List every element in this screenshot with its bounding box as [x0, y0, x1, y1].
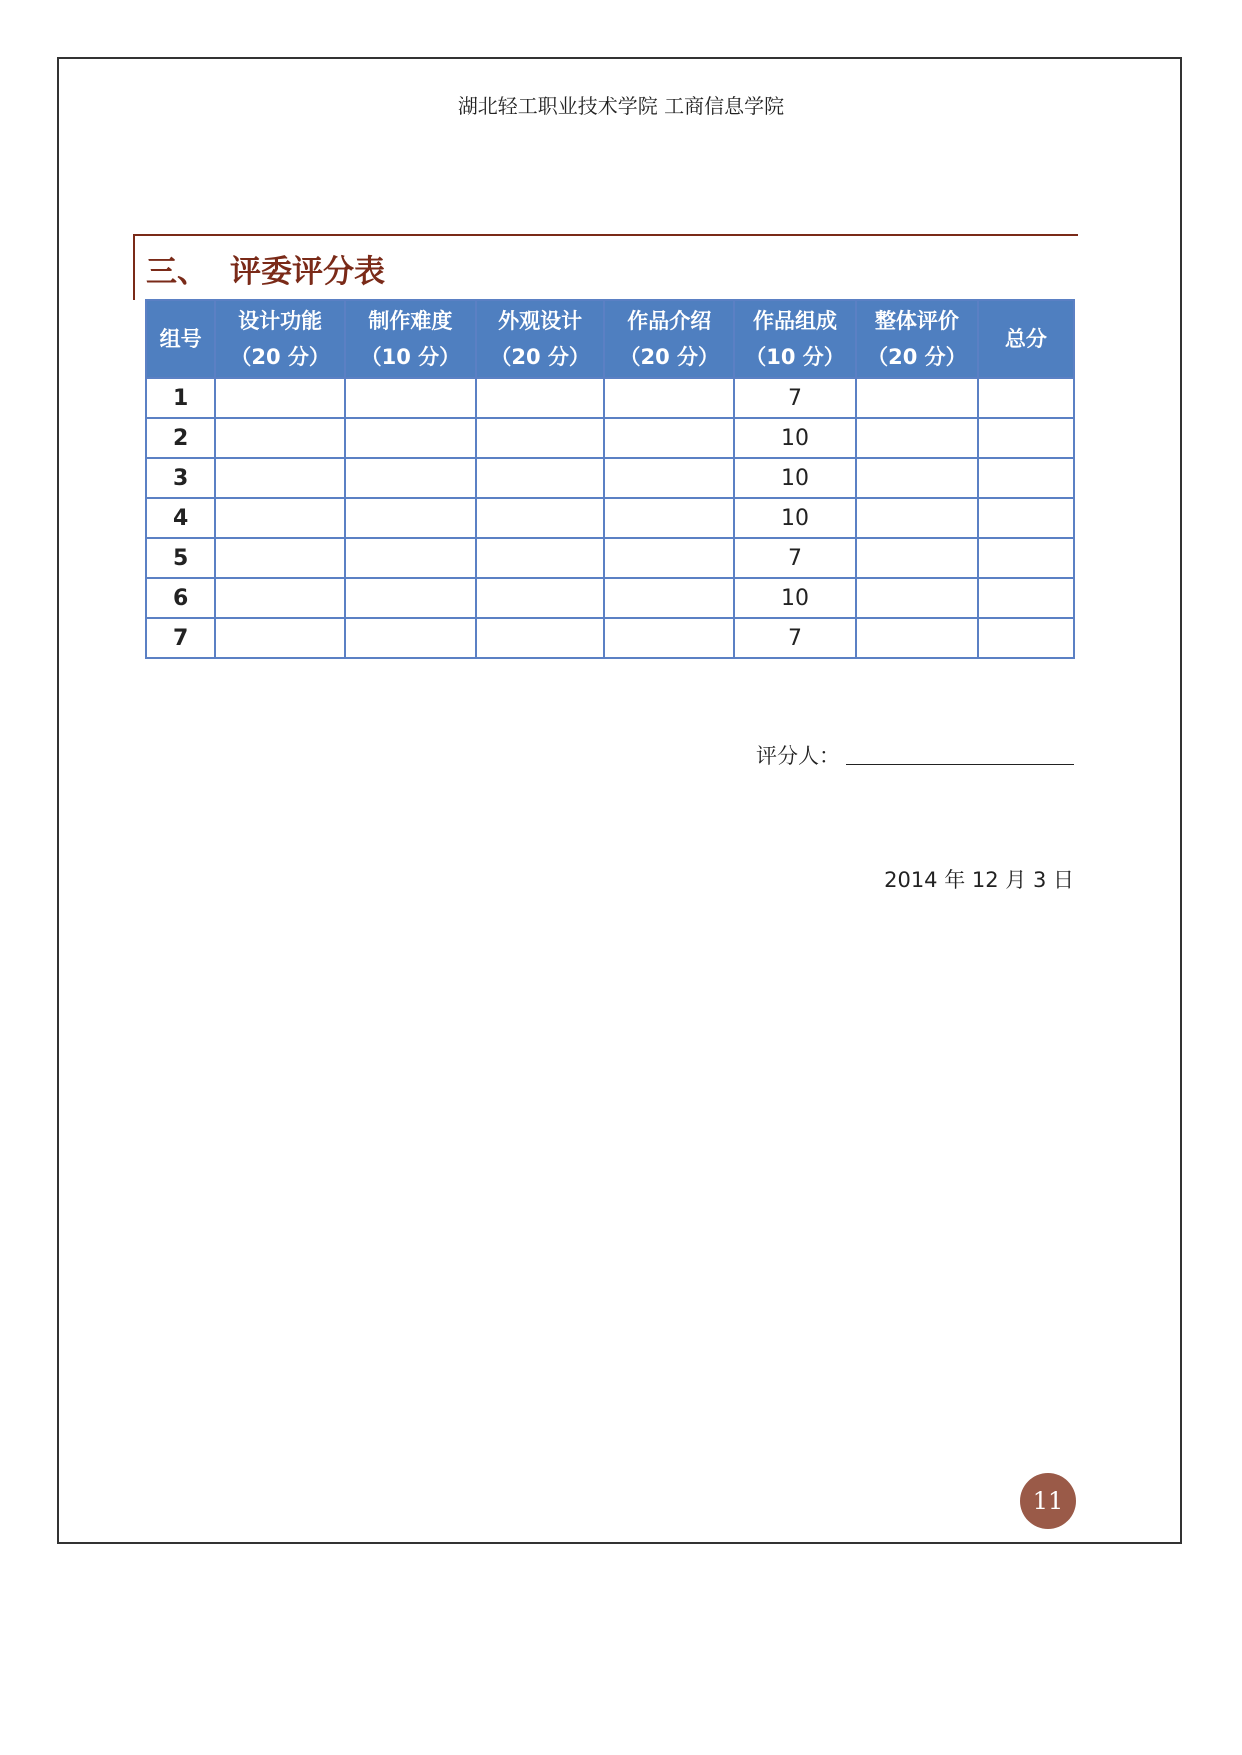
cell-empty [856, 418, 978, 458]
cell-empty [978, 498, 1074, 538]
cell-empty [345, 578, 476, 618]
section-title-text: 评委评分表 [230, 254, 385, 290]
header-total: 总分 [978, 300, 1074, 378]
table-row [146, 618, 1074, 658]
table-header-row [146, 300, 1074, 378]
cell-empty [978, 578, 1074, 618]
cell-empty [978, 418, 1074, 458]
cell-empty [215, 538, 345, 578]
cell-composition: 7 [734, 378, 856, 418]
cell-empty [856, 458, 978, 498]
cell-composition: 10 [734, 458, 856, 498]
score-table [145, 299, 1075, 659]
cell-empty [476, 618, 605, 658]
cell-empty [604, 538, 734, 578]
table-row [146, 538, 1074, 578]
cell-empty [476, 498, 605, 538]
header-composition: 作品组成 （10 分） [734, 300, 856, 378]
cell-group: 3 [146, 458, 215, 498]
cell-group: 7 [146, 618, 215, 658]
cell-empty [978, 378, 1074, 418]
cell-empty [856, 618, 978, 658]
cell-empty [215, 618, 345, 658]
table-row [146, 418, 1074, 458]
cell-empty [978, 458, 1074, 498]
cell-empty [215, 578, 345, 618]
cell-empty [978, 618, 1074, 658]
header-difficulty: 制作难度 （10 分） [345, 300, 476, 378]
cell-empty [215, 458, 345, 498]
cell-empty [604, 618, 734, 658]
section-rule [133, 234, 1078, 236]
header-overall: 整体评价 （20 分） [856, 300, 978, 378]
cell-group: 6 [146, 578, 215, 618]
cell-empty [856, 578, 978, 618]
header-introduction: 作品介绍 （20 分） [604, 300, 734, 378]
table-row [146, 458, 1074, 498]
cell-empty [215, 378, 345, 418]
section-rule-vertical [133, 234, 135, 300]
cell-group: 4 [146, 498, 215, 538]
cell-empty [856, 498, 978, 538]
cell-group: 2 [146, 418, 215, 458]
cell-composition: 10 [734, 418, 856, 458]
cell-empty [604, 418, 734, 458]
table-row [146, 578, 1074, 618]
cell-group: 1 [146, 378, 215, 418]
cell-empty [345, 618, 476, 658]
signature-line [846, 764, 1074, 765]
cell-empty [856, 378, 978, 418]
table-row [146, 498, 1074, 538]
signer-label: 评分人： [756, 744, 840, 768]
header-appearance: 外观设计 （20 分） [476, 300, 605, 378]
cell-empty [215, 498, 345, 538]
cell-empty [345, 538, 476, 578]
cell-group: 5 [146, 538, 215, 578]
cell-empty [345, 378, 476, 418]
page-number-badge: 11 [1020, 1473, 1076, 1529]
cell-composition: 7 [734, 618, 856, 658]
cell-empty [215, 418, 345, 458]
cell-empty [476, 418, 605, 458]
cell-empty [476, 378, 605, 418]
section-number: 三、 [146, 254, 208, 290]
cell-empty [978, 538, 1074, 578]
cell-composition: 10 [734, 578, 856, 618]
section-title [146, 246, 385, 291]
cell-composition: 10 [734, 498, 856, 538]
cell-empty [476, 458, 605, 498]
table-row [146, 378, 1074, 418]
cell-empty [345, 498, 476, 538]
cell-empty [345, 418, 476, 458]
header-group: 组号 [146, 300, 215, 378]
cell-empty [345, 458, 476, 498]
cell-empty [604, 578, 734, 618]
cell-empty [476, 578, 605, 618]
cell-empty [476, 538, 605, 578]
date: 2014 年 12 月 3 日 [884, 868, 1074, 892]
cell-empty [604, 378, 734, 418]
cell-composition: 7 [734, 538, 856, 578]
page-header: 湖北轻工职业技术学院 工商信息学院 [457, 94, 785, 118]
cell-empty [604, 458, 734, 498]
header-design-function: 设计功能 （20 分） [215, 300, 345, 378]
cell-empty [856, 538, 978, 578]
cell-empty [604, 498, 734, 538]
